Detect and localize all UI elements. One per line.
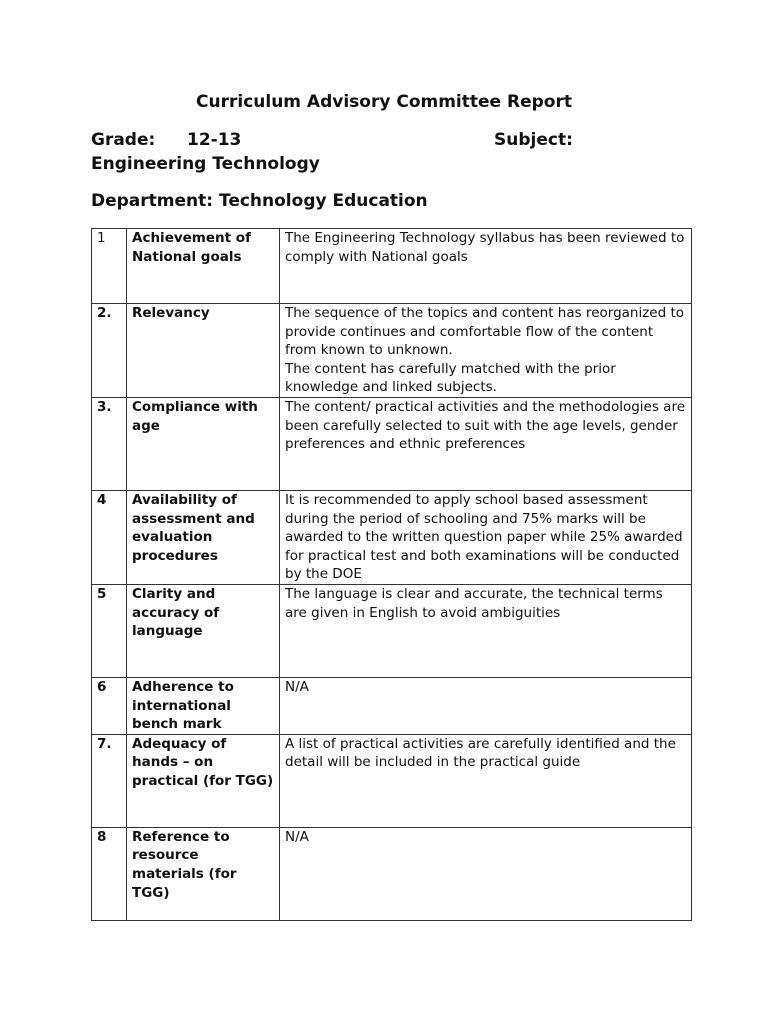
description-text: The Engineering Technology syllabus has been reviewed to comply with National goals (285, 230, 685, 265)
row-number: 4 (92, 490, 127, 584)
row-description (280, 304, 692, 398)
table-row (92, 490, 692, 584)
row-description (280, 397, 692, 490)
description-text: A list of practical activities are carefully identified and the detail will be included in the practical guide (285, 735, 676, 771)
report-title: Curriculum Advisory Committee Report (196, 92, 572, 112)
row-number: 1 (92, 229, 127, 304)
row-description (280, 827, 692, 920)
table-row (92, 827, 692, 920)
row-number: 7. (92, 734, 127, 827)
description-text: The sequence of the topics and content has reorganized to provide continues and comfortable flow of the content from known to unknown. (285, 305, 685, 359)
description-text: N/A (285, 678, 309, 695)
row-number: 3. (92, 397, 127, 490)
row-description (280, 490, 692, 584)
row-criterion: Relevancy (127, 304, 280, 398)
grade-label: Grade: (91, 130, 156, 150)
department-label: Department: Technology Education (91, 191, 428, 211)
review-table (91, 228, 692, 921)
table-row (92, 584, 692, 677)
row-description (280, 229, 692, 304)
row-criterion: Availability of assessment and evaluation procedures (127, 490, 280, 584)
description-text: N/A (285, 828, 309, 845)
row-number: 6 (92, 677, 127, 734)
table-row (92, 734, 692, 827)
row-number: 2. (92, 304, 127, 398)
table-row (92, 677, 692, 734)
row-criterion: Compliance with age (127, 397, 280, 490)
table-row (92, 397, 692, 490)
row-description (280, 584, 692, 677)
page-title (0, 92, 768, 112)
description-text: The language is clear and accurate, the technical terms are given in English to avoid ambiguities (285, 585, 663, 621)
row-number: 5 (92, 584, 127, 677)
table-row (92, 304, 692, 398)
grade-value: 12-13 (187, 130, 242, 150)
description-text: It is recommended to apply school based assessment during the period of schooling and 75% marks will be awarded to the written question paper while 25% awarded for practical test and both examinations will be conducted by the DOE (285, 491, 683, 583)
row-number: 8 (92, 827, 127, 920)
subject-value: Engineering Technology (91, 154, 320, 174)
row-criterion: Adequacy of hands – on practical (for TGG) (127, 734, 280, 827)
row-criterion: Clarity and accuracy of language (127, 584, 280, 677)
row-description (280, 734, 692, 827)
row-criterion: Achievement of National goals (127, 229, 280, 304)
table-row (92, 229, 692, 304)
description-text: The content/ practical activities and the methodologies are been carefully selected to suit with the age levels, gender preferences and ethnic preferences (285, 398, 685, 453)
description-text: The content has carefully matched with the prior knowledge and linked subjects. (285, 360, 616, 396)
row-description (280, 677, 692, 734)
row-criterion: Reference to resource materials (for TGG) (127, 827, 280, 920)
row-criterion: Adherence to international bench mark (127, 677, 280, 734)
subject-label: Subject: (494, 130, 573, 150)
